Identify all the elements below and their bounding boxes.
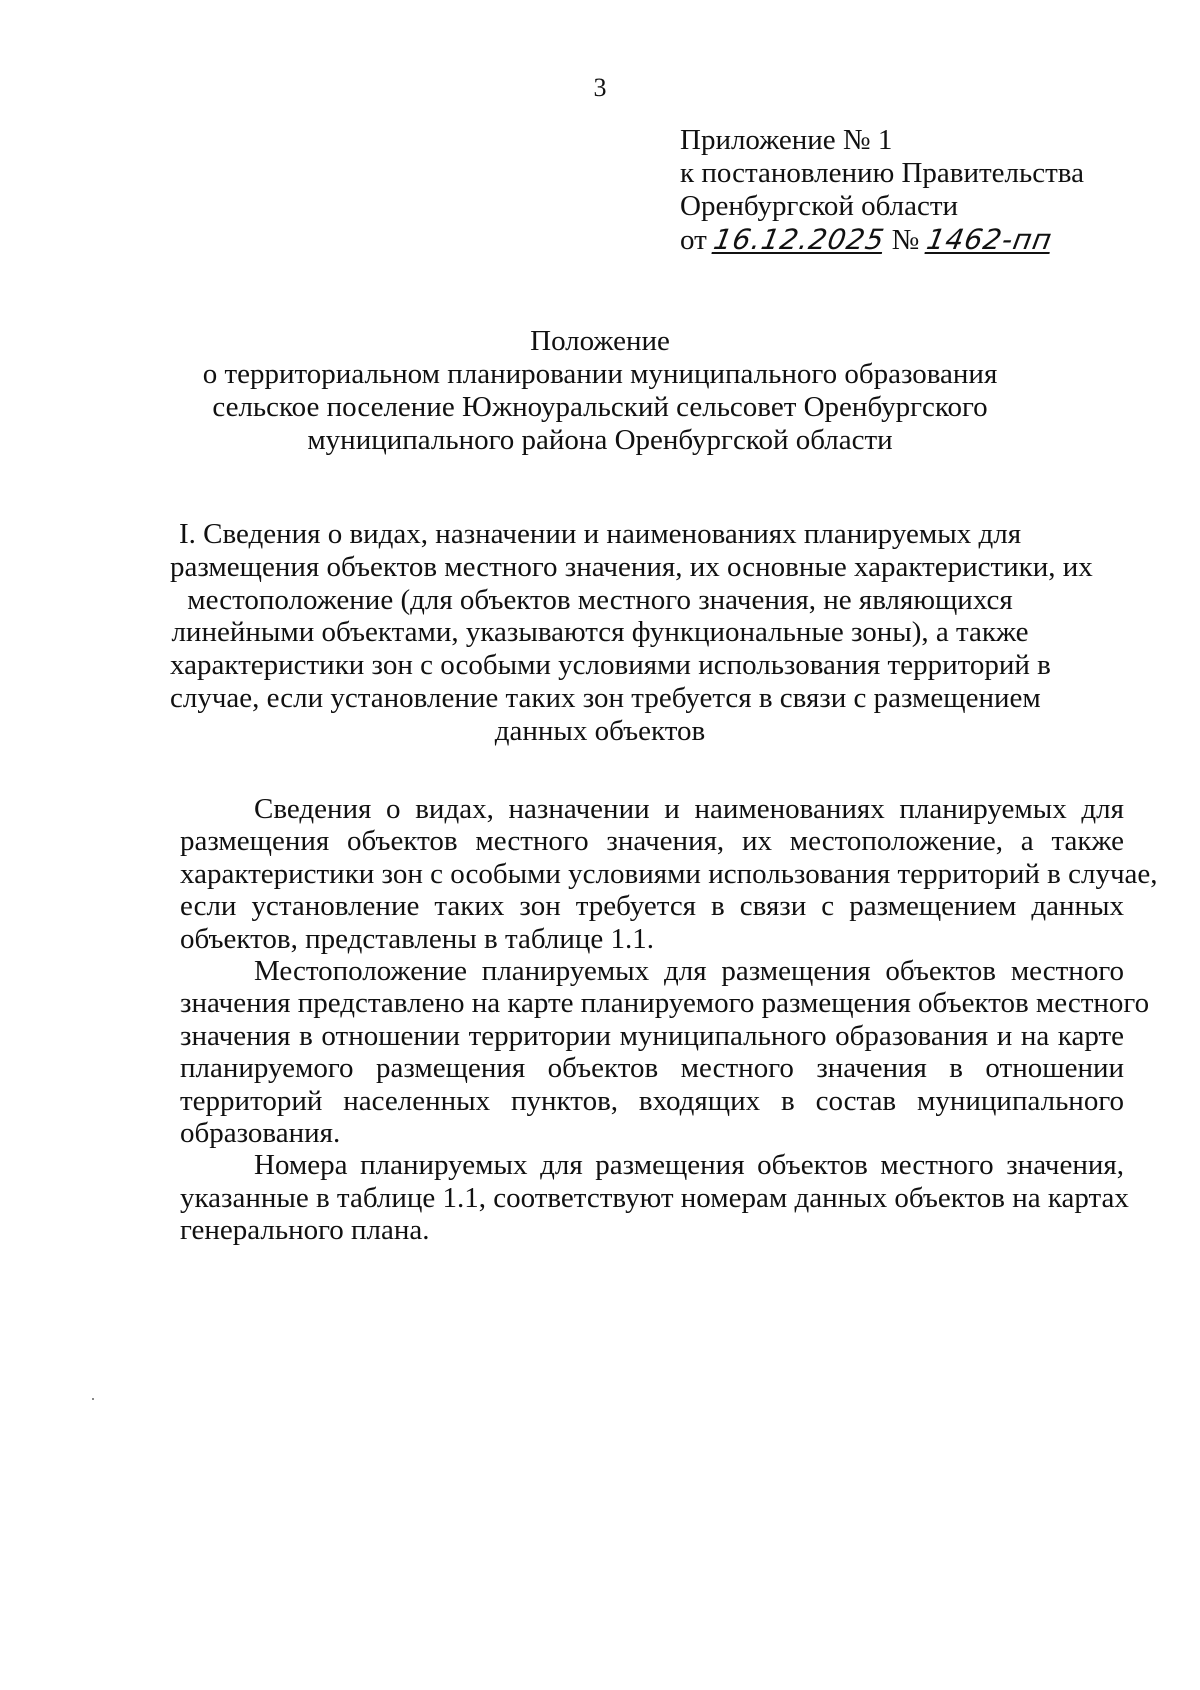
section-heading <box>170 518 1093 748</box>
appendix-title: Приложение № 1 <box>680 124 893 156</box>
paragraph-line: генерального плана. <box>180 1214 430 1247</box>
title-line: Положение <box>530 325 670 357</box>
heading-line: I. Сведения о видах, назначении и наименованиях планируемых для <box>178 518 1022 550</box>
date-prefix: от <box>680 224 707 256</box>
heading-line: линейными объектами, указываются функциональные зоны), а также <box>171 616 1029 649</box>
scan-speck <box>92 1398 94 1400</box>
paragraph <box>180 1149 1129 1247</box>
title-line: сельское поселение Южноуральский сельсовет Оренбургского <box>212 391 988 423</box>
appendix-region: Оренбургской области <box>680 190 959 222</box>
paragraph-line: если установление таких зон требуется в связи с размещением данных <box>180 890 1124 923</box>
document-title <box>200 325 1000 457</box>
appendix-reference: к постановлению Правительства <box>680 157 1084 189</box>
paragraph-line: Сведения о видах, назначении и наименованиях планируемых для <box>254 793 1124 825</box>
appendix-header <box>680 124 1160 257</box>
paragraph-line: планируемого размещения объектов местного значения в отношении <box>180 1052 1124 1085</box>
paragraph-line: Номера планируемых для размещения объектов местного значения, <box>254 1149 1124 1182</box>
handwritten-date: 16.12.2025 <box>711 223 888 256</box>
paragraph-line: указанные в таблице 1.1, соответствуют номерам данных объектов на картах <box>180 1181 1129 1214</box>
handwritten-number: 1462-пп <box>923 223 1055 256</box>
heading-line: характеристики зон с особыми условиями использования территорий в <box>170 649 1051 682</box>
heading-line: случае, если установление таких зон требуется в связи с размещением <box>170 681 1041 714</box>
heading-line: местоположение (для объектов местного значения, не являющихся <box>187 583 1013 616</box>
number-sign: № <box>891 224 920 256</box>
title-line: муниципального района Оренбургской области <box>307 424 893 456</box>
paragraph-line: образования. <box>180 1117 341 1150</box>
paragraph-line: территорий населенных пунктов, входящих в состав муниципального <box>180 1084 1124 1117</box>
heading-line: размещения объектов местного значения, их основные характеристики, их <box>170 550 1093 583</box>
page-number: 3 <box>593 73 607 102</box>
paragraph <box>180 955 1150 1150</box>
paragraph-line: размещения объектов местного значения, их местоположение, а также <box>180 825 1124 858</box>
paragraph-line: значения в отношении территории муниципального образования и на карте <box>180 1019 1124 1052</box>
title-line: о территориальном планировании муниципального образования <box>202 358 998 390</box>
paragraph-line: характеристики зон с особыми условиями использования территорий в случае, <box>180 857 1158 890</box>
paragraph-line: объектов, представлены в таблице 1.1. <box>180 922 655 955</box>
paragraph-line: Местоположение планируемых для размещения объектов местного <box>254 955 1124 988</box>
body-text <box>180 793 1158 1247</box>
appendix-date-line <box>680 223 1160 257</box>
heading-line: данных объектов <box>494 714 706 747</box>
paragraph <box>180 793 1158 955</box>
paragraph-line: значения представлено на карте планируемого размещения объектов местного <box>180 987 1150 1020</box>
